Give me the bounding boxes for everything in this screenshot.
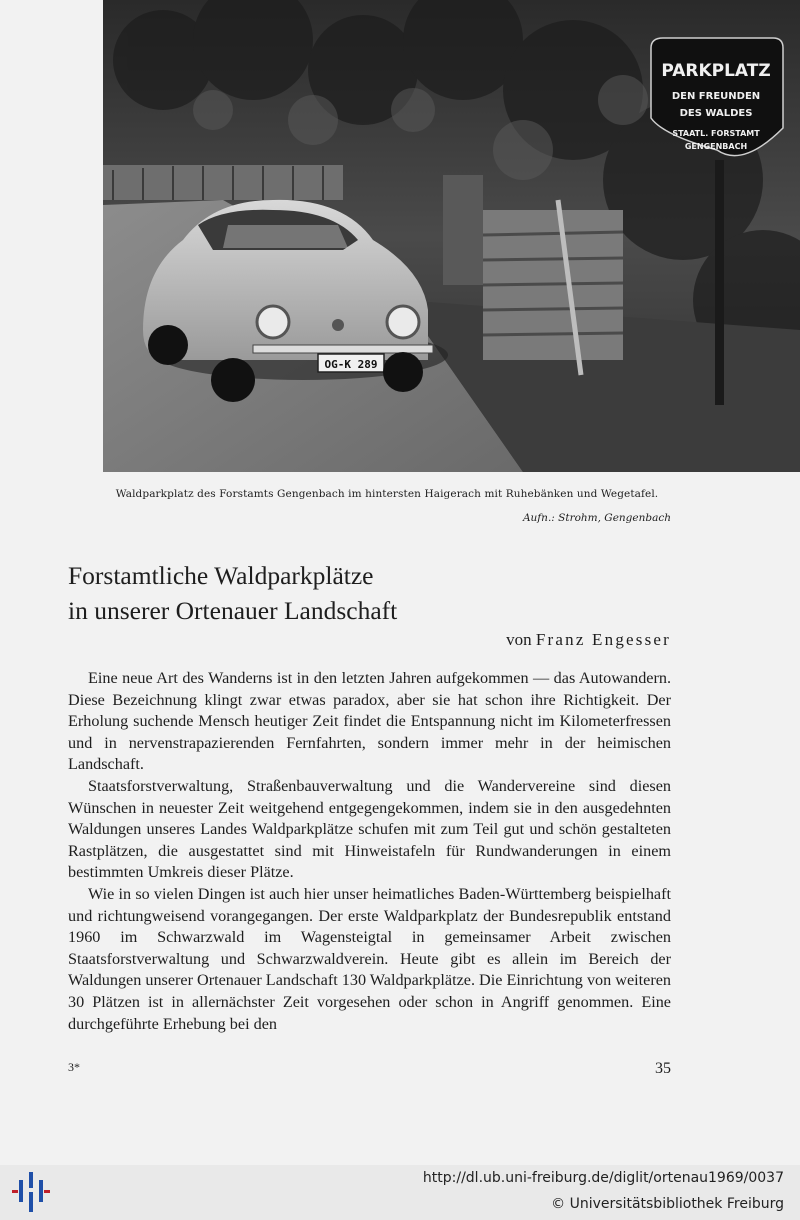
sign-line-5: GENGENBACH	[684, 142, 748, 151]
author-name: Franz Engesser	[535, 630, 671, 649]
copyright-notice: © Universitätsbibliothek Freiburg	[551, 1196, 784, 1212]
sign-line-4: STAATL. FORSTAMT	[672, 129, 760, 138]
author-byline	[506, 630, 671, 650]
photo-vw-beetle-parking	[103, 0, 800, 472]
library-logo-icon	[10, 1170, 52, 1214]
sign-line-2: DEN FREUNDEN	[671, 91, 761, 102]
page-number: 35	[655, 1060, 671, 1077]
article-body	[68, 668, 671, 1035]
title-line-1: Forstamtliche Waldparkplätze	[68, 561, 374, 590]
signature-mark: 3*	[68, 1060, 80, 1074]
paragraph: Staatsforstverwaltung, Straßenbauverwaltung und die Wandervereine sind diesen Wünschen in neuester Zeit weitgehend entgegengekommen, indem sie in den ausgedehnten Waldungen unseres Landes Waldparkplätze schufen mit zum Teil gut und schön gestalteten Rastplätzen, die ausgestattet sind mit Hinweistafeln für Rundwanderungen in einem bestimmten Umkreis dieser Plätze.	[68, 776, 671, 882]
photo-caption: Waldparkplatz des Forstamts Gengenbach im hintersten Haigerach mit Ruhebänken und Wegetafel.	[115, 488, 659, 500]
paragraph: Eine neue Art des Wanderns ist in den letzten Jahren aufgekommen — das Autowandern. Diese Bezeichnung klingt zwar etwas paradox, aber sie hat schon ihre Richtigkeit. Der Erholung suchende Mensch heutiger Zeit findet die Entspannung nicht im Kilometerfressen und in nervenstrapazierenden Fernfahrten, sondern immer mehr in der heimischen Landschaft.	[68, 669, 671, 774]
permalink-url[interactable]: http://dl.ub.uni-freiburg.de/diglit/ortenau1969/0037	[422, 1170, 784, 1186]
photo-credit: Aufn.: Strohm, Gengenbach	[522, 512, 671, 524]
title-line-2: in unserer Ortenauer Landschaft	[68, 596, 398, 625]
license-plate: OG-K 289	[324, 358, 378, 371]
sign-line-3: DES WALDES	[679, 108, 753, 119]
paragraph: Wie in so vielen Dingen ist auch hier unser heimatliches Baden-Württemberg beispielhaft und richtungweisend vorangegangen. Der erste Waldparkplatz der Bundesrepublik entstand 1960 im Schwarzwald im Wagensteigtal in gemeinsamer Arbeit zwischen Staatsforstverwaltung und Schwarzwaldverein. Heute gibt es allein im Bereich der Waldungen unserer Ortenauer Landschaft 130 Waldparkplätze. Die Einrichtung von weiteren 30 Plätzen ist in allernächster Zeit vorgesehen oder schon in Angriff genommen. Eine durchgeführte Erhebung bei den	[68, 884, 671, 1033]
sign-line-1: PARKPLATZ	[661, 61, 771, 81]
author-prefix: von	[506, 630, 532, 649]
article-title	[68, 558, 668, 628]
